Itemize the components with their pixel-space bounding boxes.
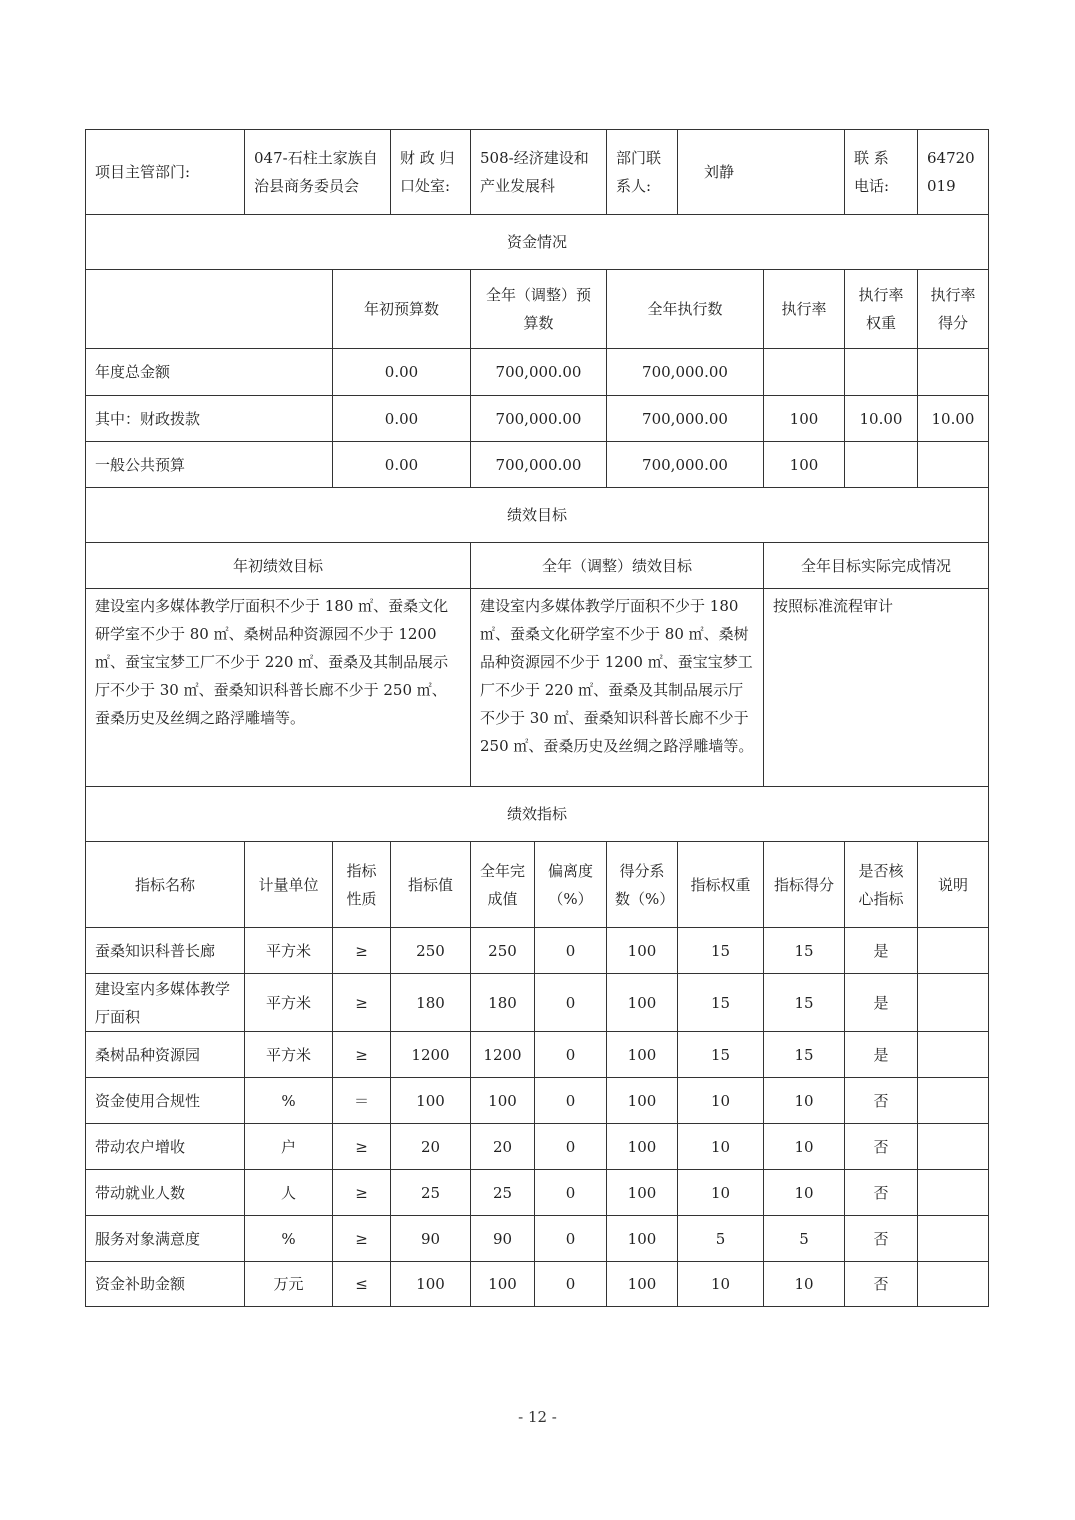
ind-target: 1200	[390, 1031, 471, 1078]
ind-weight: 10	[677, 1077, 764, 1124]
ind-col-score: 指标得分	[763, 841, 845, 928]
funds-initial: 0.00	[332, 348, 471, 396]
goals-actual-text: 按照标准流程审计	[763, 588, 989, 787]
ind-coefficient: 100	[606, 1077, 678, 1124]
ind-target: 250	[390, 927, 471, 974]
ind-coefficient: 100	[606, 973, 678, 1032]
ind-target: 90	[390, 1215, 471, 1262]
ind-completed: 25	[470, 1169, 535, 1216]
ind-target: 100	[390, 1261, 471, 1307]
funds-col-blank	[85, 269, 333, 349]
ind-col-nature: 指标性质	[332, 841, 391, 928]
ind-core: 是	[844, 927, 918, 974]
ind-coefficient: 100	[606, 1123, 678, 1170]
goals-adjusted-text: 建设室内多媒体教学厅面积不少于 180 ㎡、蚕桑文化研学室不少于 80 ㎡、桑树品种资源园不少于 1200 ㎡、蚕宝宝梦工厂不少于 220 ㎡、蚕桑及其制品展示厅不少于 30 ㎡、蚕桑知识科普长廊不少于 250 ㎡、蚕桑历史及丝绸之路浮雕墙等。	[470, 588, 764, 787]
ind-unit: 平方米	[244, 973, 333, 1032]
ind-coefficient: 100	[606, 1169, 678, 1216]
goals-col-initial: 年初绩效目标	[85, 542, 471, 589]
funds-executed: 700,000.00	[606, 348, 764, 396]
ind-weight: 10	[677, 1123, 764, 1170]
finance-value: 508-经济建设和产业发展科	[470, 129, 607, 215]
ind-deviation: 0	[534, 1123, 607, 1170]
ind-completed: 100	[470, 1261, 535, 1307]
ind-unit: 万元	[244, 1261, 333, 1307]
funds-row-label: 年度总金额	[85, 348, 333, 396]
ind-deviation: 0	[534, 927, 607, 974]
ind-nature: ≥	[332, 1123, 391, 1170]
ind-name: 服务对象满意度	[85, 1215, 245, 1262]
funds-rate: 100	[763, 441, 845, 488]
funds-executed: 700,000.00	[606, 395, 764, 442]
ind-core: 是	[844, 973, 918, 1032]
ind-nature: ＝	[332, 1077, 391, 1124]
ind-name: 桑树品种资源园	[85, 1031, 245, 1078]
ind-core: 否	[844, 1169, 918, 1216]
ind-deviation: 0	[534, 1169, 607, 1216]
ind-name: 带动农户增收	[85, 1123, 245, 1170]
ind-col-core: 是否核心指标	[844, 841, 918, 928]
funds-row-label: 一般公共预算	[85, 441, 333, 488]
funds-executed: 700,000.00	[606, 441, 764, 488]
ind-weight: 15	[677, 1031, 764, 1078]
ind-nature: ≥	[332, 1215, 391, 1262]
ind-col-target: 指标值	[390, 841, 471, 928]
funds-rate-score	[917, 441, 989, 488]
ind-col-unit: 计量单位	[244, 841, 333, 928]
ind-completed: 20	[470, 1123, 535, 1170]
ind-core: 否	[844, 1123, 918, 1170]
goals-initial-text: 建设室内多媒体教学厅面积不少于 180 ㎡、蚕桑文化研学室不少于 80 ㎡、桑树品种资源园不少于 1200 ㎡、蚕宝宝梦工厂不少于 220 ㎡、蚕桑及其制品展示厅不少于 30 ㎡、蚕桑知识科普长廊不少于 250 ㎡、蚕桑历史及丝绸之路浮雕墙等。	[85, 588, 471, 787]
ind-score: 15	[763, 973, 845, 1032]
ind-note	[917, 1031, 989, 1078]
ind-name: 建设室内多媒体教学厅面积	[85, 973, 245, 1032]
ind-nature: ≤	[332, 1261, 391, 1307]
ind-deviation: 0	[534, 1031, 607, 1078]
funds-initial: 0.00	[332, 441, 471, 488]
ind-completed: 90	[470, 1215, 535, 1262]
ind-unit: %	[244, 1215, 333, 1262]
ind-core: 是	[844, 1031, 918, 1078]
funds-adjusted: 700,000.00	[470, 395, 607, 442]
ind-score: 15	[763, 927, 845, 974]
funds-col-rate-weight: 执行率权重	[844, 269, 918, 349]
funds-adjusted: 700,000.00	[470, 348, 607, 396]
ind-name: 资金补助金额	[85, 1261, 245, 1307]
ind-note	[917, 927, 989, 974]
ind-weight: 15	[677, 927, 764, 974]
ind-col-deviation: 偏离度（%）	[534, 841, 607, 928]
ind-nature: ≥	[332, 927, 391, 974]
phone-label: 联 系 电话:	[844, 129, 918, 215]
ind-nature: ≥	[332, 973, 391, 1032]
ind-coefficient: 100	[606, 1215, 678, 1262]
ind-col-weight: 指标权重	[677, 841, 764, 928]
ind-name: 资金使用合规性	[85, 1077, 245, 1124]
ind-weight: 15	[677, 973, 764, 1032]
funds-row-label: 其中：财政拨款	[85, 395, 333, 442]
ind-completed: 100	[470, 1077, 535, 1124]
ind-note	[917, 1215, 989, 1262]
ind-score: 10	[763, 1261, 845, 1307]
ind-coefficient: 100	[606, 927, 678, 974]
ind-completed: 250	[470, 927, 535, 974]
funds-section-title: 资金情况	[85, 214, 989, 270]
ind-unit: 人	[244, 1169, 333, 1216]
ind-unit: %	[244, 1077, 333, 1124]
funds-col-rate: 执行率	[763, 269, 845, 349]
ind-name: 带动就业人数	[85, 1169, 245, 1216]
ind-core: 否	[844, 1215, 918, 1262]
ind-coefficient: 100	[606, 1031, 678, 1078]
ind-weight: 10	[677, 1169, 764, 1216]
ind-name: 蚕桑知识科普长廊	[85, 927, 245, 974]
ind-weight: 10	[677, 1261, 764, 1307]
ind-target: 25	[390, 1169, 471, 1216]
ind-deviation: 0	[534, 1077, 607, 1124]
ind-deviation: 0	[534, 1261, 607, 1307]
goals-col-adjusted: 全年（调整）绩效目标	[470, 542, 764, 589]
funds-col-rate-score: 执行率得分	[917, 269, 989, 349]
dept-label: 项目主管部门:	[85, 129, 245, 215]
ind-unit: 平方米	[244, 927, 333, 974]
ind-target: 20	[390, 1123, 471, 1170]
ind-col-note: 说明	[917, 841, 989, 928]
ind-completed: 1200	[470, 1031, 535, 1078]
page-number: - 12 -	[518, 1408, 557, 1426]
funds-rate-weight	[844, 348, 918, 396]
indicators-section-title: 绩效指标	[85, 786, 989, 842]
ind-note	[917, 973, 989, 1032]
ind-weight: 5	[677, 1215, 764, 1262]
ind-note	[917, 1169, 989, 1216]
contact-value: 刘静	[677, 129, 845, 215]
ind-coefficient: 100	[606, 1261, 678, 1307]
funds-rate-score	[917, 348, 989, 396]
funds-rate-score: 10.00	[917, 395, 989, 442]
dept-value: 047-石柱土家族自治县商务委员会	[244, 129, 391, 215]
ind-score: 10	[763, 1123, 845, 1170]
funds-initial: 0.00	[332, 395, 471, 442]
goals-col-actual: 全年目标实际完成情况	[763, 542, 989, 589]
ind-col-completed: 全年完成值	[470, 841, 535, 928]
ind-score: 15	[763, 1031, 845, 1078]
ind-col-coefficient: 得分系数（%）	[606, 841, 678, 928]
finance-label: 财 政 归口处室:	[390, 129, 471, 215]
ind-score: 10	[763, 1169, 845, 1216]
ind-col-name: 指标名称	[85, 841, 245, 928]
ind-note	[917, 1077, 989, 1124]
contact-label: 部门联系人:	[606, 129, 678, 215]
funds-col-executed: 全年执行数	[606, 269, 764, 349]
ind-deviation: 0	[534, 1215, 607, 1262]
funds-col-initial: 年初预算数	[332, 269, 471, 349]
ind-completed: 180	[470, 973, 535, 1032]
funds-col-adjusted: 全年（调整）预算数	[470, 269, 607, 349]
ind-target: 100	[390, 1077, 471, 1124]
ind-deviation: 0	[534, 973, 607, 1032]
ind-score: 10	[763, 1077, 845, 1124]
phone-value: 64720019	[917, 129, 989, 215]
ind-score: 5	[763, 1215, 845, 1262]
ind-core: 否	[844, 1261, 918, 1307]
funds-rate: 100	[763, 395, 845, 442]
ind-unit: 户	[244, 1123, 333, 1170]
ind-note	[917, 1261, 989, 1307]
ind-nature: ≥	[332, 1031, 391, 1078]
funds-adjusted: 700,000.00	[470, 441, 607, 488]
ind-note	[917, 1123, 989, 1170]
ind-nature: ≥	[332, 1169, 391, 1216]
ind-unit: 平方米	[244, 1031, 333, 1078]
ind-target: 180	[390, 973, 471, 1032]
funds-rate-weight: 10.00	[844, 395, 918, 442]
ind-core: 否	[844, 1077, 918, 1124]
funds-rate-weight	[844, 441, 918, 488]
goals-section-title: 绩效目标	[85, 487, 989, 543]
funds-rate	[763, 348, 845, 396]
